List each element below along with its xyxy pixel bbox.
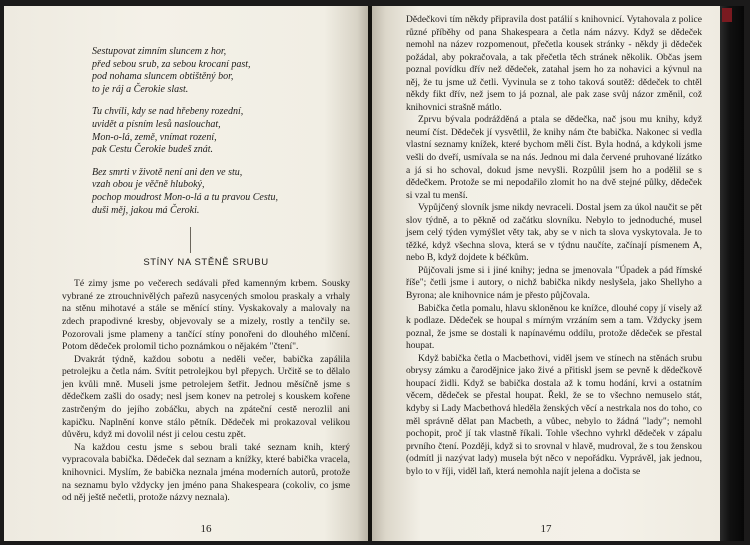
poem-line: Sestupovat zimním sluncem z hor, — [92, 46, 227, 57]
poem-line: před sebou srub, za sebou krocaní past, — [92, 58, 251, 70]
poem-line: duši měj, jakou má Čeroki. — [92, 204, 200, 216]
body-paragraph: Dvakrát týdně, každou sobotu a neděli večer, babička zapálila petrolejku a četla nám. Svítit petrolejkou byl přepych. Určitě se to dělalo jen kvůli mně. Museli jsme petrolejem šetřit. Jednou měsíčně jsme s dědečkem zašli do osady; nesl jsem konev na petrolej s kouskem kořene zastrčeným do jejího zobáčku, abych na zpáteční cestě nerozlil ani kapičku. Naplnění konve stálo pětník. Dědeček mi prokazoval velikou důvěru, když mi dovolil nést ji celou cestu zpět. — [62, 353, 350, 441]
poem-line: uvidět a písním lesů naslouchat, — [92, 118, 221, 130]
poem-line: pod nohama sluncem obtištěný bor, — [92, 71, 234, 83]
poem-line: to je ráj a Čerokie slast. — [92, 83, 189, 95]
right-page — [372, 6, 720, 541]
body-paragraph: Když babička četla o Macbethovi, viděl jsem ve stínech na stěnách srubu obrysy zámku a čarodějnice jako živé a přitiskl jsem se pevně k dědečkově houpací židli. Když se babička dostala až k tomu hodání, krvi a ostatním věcem, dědeček se přestal houpat. Řekl, že se to všechno nemuselo stát, kdyby si Lady Macbethová hleděla ženských věcí a nestrkala nos do toho, co měl správně dělat pan Macbeth, a vůbec, nebylo to žádná "lady"; nemohl pochopit, proč jí tak vlastně říkali. Tohle všechno vyhrkl dědeček v zápalu prvního čtení. Později, když si to srovnal v hlavě, mudroval, že s tou ženskou (odmítl ji nazývat lady) musela být něco v nepořádku. Vyprávěl, jak jednou, bylo to v říji, viděl laň, která nemohla najít jelena a dočista se — [406, 353, 702, 477]
poem-stanza-3 — [92, 167, 350, 217]
book-edge — [720, 6, 744, 541]
body-paragraph: Půjčovali jsme si i jiné knihy; jedna se jmenovala "Úpadek a pád římské říše"; četli jsme i autory, o nichž babička nikdy neslyšela, jako Shellyho a Byrona; ale knihovnice nám je přesto půjčovala. — [406, 265, 702, 302]
poem-line: Tu chvíli, kdy se nad hřebeny rozední, — [92, 106, 244, 118]
book-spread — [4, 6, 744, 541]
bookmark-ribbon — [722, 8, 732, 22]
poem-line: pak Cestu Čerokie budeš znát. — [92, 144, 214, 156]
section-divider — [190, 227, 191, 253]
body-paragraph: Vypůjčený slovník jsme nikdy nevraceli. Dostal jsem za úkol naučit se pět slov týdně, a to pěkně od začátku slovníku. Nebylo to jednoduché, musel jsem celý týden vymýšlet věty tak, aby se v nich ta slova vyskytovala. Je to těžké, když všechna slova, která se v týdnu naučíte, začínají písmenem A, nebo B, když dojdete k béčkům. — [406, 203, 702, 264]
poem-line: vzah obou je věčně hluboký, — [92, 179, 205, 191]
chapter-heading: STÍNY NA STĚNĚ SRUBU — [143, 257, 269, 269]
body-paragraph: Babička četla pomalu, hlavu skloněnou ke knížce, dlouhé copy jí visely až k podlaze. Dědeček se houpal s mírným vrzáním sem a tam. Vždycky jsem poznal, že jsme se dostali k napínavému oddílu, protože dědeček se přestal houpat. — [406, 303, 702, 352]
poem-line: Bez smrti v životě není ani den ve stu, — [92, 166, 243, 178]
poem-stanza-2 — [92, 106, 350, 156]
body-paragraph: Té zimy jsme po večerech sedávali před kamenným krbem. Sousky vybrané ze ztrouchnivělých pařezů nasycených smolou praskaly a vrhaly na stěnu mihotavé a stále se měnící stíny. Vyskakovaly a malovaly na zdech prapodivné kresby, objevovaly se a mizely, rostly a tenčily se. Pozorovali jsme plameny a tančící stíny ponořeni do dlouhého mlčení. Potom dědeček prolomil ticho poznámkou o nějakém "čtení". — [62, 278, 350, 353]
page-number-right: 17 — [540, 523, 552, 535]
poem-line: Mon-o-lá, země, vnímat rození, — [92, 131, 217, 143]
poem-line: pochop moudrost Mon-o-lá a tu pravou Cestu, — [92, 191, 279, 203]
body-paragraph: Dědečkovi tím někdy připravila dost patálií s knihovnicí. Vytahovala z police různé příběhy od pana Shakespeara a četla nám názvy. Když se dědeček nemohl na název rozpomenout, přečetla kousek stránky - někdy ji dědeček požádal, aby pokračovala, a tak přečetla těch stránek několik. Občas jsem poznal povídku dřív než dědeček, zatahal jsem ho za nohavici a kývnul na něj, že tu jsme už četli. Vyvinula se z toho taková soutěž: dědeček to chtěl někdy fikt dřív, než jsem to já poznal, ale pak zase svůj názor změnil, což knihovnici strašně mátlo. — [406, 15, 702, 113]
poem-stanza-1 — [92, 46, 350, 96]
left-page — [4, 6, 368, 541]
body-paragraph: Na každou cestu jsme s sebou brali také seznam knih, který vypracovala babička. Dědeček dal seznam a knížky, které babička vracela, knihovnici. Myslím, že babička neznala jména moderních autorů, protože na seznamu bylo vždycky jen jméno pana Shakespeara (cokoliv, co jsme od něj ještě nečetli, protože názvy neznala). — [62, 441, 350, 504]
body-paragraph: Zprvu bývala podrážděná a ptala se dědečka, nač jsou mu knihy, když neumí číst. Dědeček jí vysvětlil, že knihy nám čte babička. Nakonec si vedla vlastní seznamy knížek, které bychom měli číst. Byla hodná, a kdykoli jsme vešli do dveří, usmívala se na nás. Jednou mi dala červené pruhované lízátko a já si ho schoval, dokud jsme nevyšli. Rozpůlil jsem ho a podělil se s dědečkem. Protože se mi nepodařilo zlomit ho na dvě stejné půlky, dědeček si vzal tu menší. — [406, 115, 702, 201]
page-number-left: 16 — [200, 523, 212, 535]
